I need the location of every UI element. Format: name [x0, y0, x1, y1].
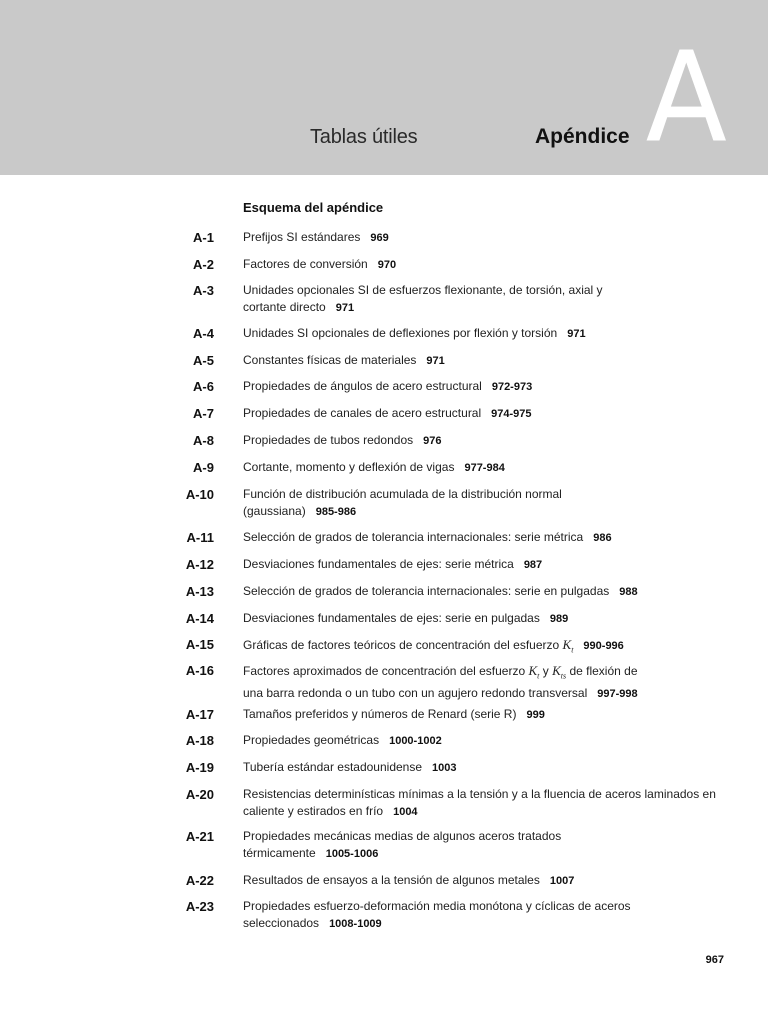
entry-description: [243, 378, 728, 396]
entry-pages: 977-984: [464, 462, 505, 474]
entry-pages: 971: [426, 355, 445, 367]
entry-description: [243, 662, 728, 703]
entry-description-line: y: [542, 664, 549, 678]
entry-code: A-5: [193, 353, 214, 368]
entry-description-line: Desviaciones fundamentales de ejes: serie métrica: [243, 557, 514, 571]
entry-code: A-21: [185, 829, 214, 844]
entry-description: [243, 459, 728, 477]
entry-description-line: Propiedades de tubos redondos: [243, 433, 414, 447]
entry-description-line: Gráficas de factores teóricos de concentración del esfuerzo: [243, 638, 560, 652]
entry-description-line: cortante directo: [243, 300, 326, 314]
entry-pages: 997-998: [597, 687, 638, 700]
entry-code: A-22: [185, 873, 214, 888]
page-number: 967: [705, 954, 724, 966]
entry-pages: 987: [523, 559, 543, 571]
entry-description-line: térmicamente: [243, 846, 316, 860]
entry-description-line: Cortante, momento y deflexión de vigas: [243, 460, 455, 474]
entry-pages: 970: [377, 259, 397, 271]
entry-pages: 971: [567, 328, 586, 340]
entry-description: [243, 486, 728, 521]
entry-description-line: Constantes físicas de materiales: [243, 353, 417, 367]
entry-description: [243, 732, 728, 750]
entry-code: A-11: [186, 530, 214, 545]
entry-code: A-19: [185, 760, 214, 775]
entry-description: [243, 352, 728, 370]
entry-code: A-6: [193, 379, 214, 394]
entry-description-line: Desviaciones fundamentales de ejes: serie en pulgadas: [243, 611, 540, 625]
entry-code: A-3: [193, 283, 214, 298]
entry-code: A-8: [193, 433, 214, 448]
entry-pages: 972-973: [491, 381, 533, 393]
entry-description: [243, 256, 728, 274]
entry-pages: 986: [593, 532, 612, 544]
entry-code: A-15: [185, 637, 214, 652]
entry-code: A-10: [185, 487, 214, 502]
entry-description-line: seleccionados: [243, 916, 320, 930]
entry-pages: 1004: [393, 806, 418, 818]
entry-pages: 985-986: [315, 506, 357, 518]
entry-description-line: Tubería estándar estadounidense: [243, 760, 423, 774]
stress-concentration-symbol: $K_t$: [562, 637, 574, 655]
entry-pages: 974-975: [491, 408, 532, 420]
stress-concentration-symbol: $K_t$: [528, 663, 540, 681]
entry-pages: 1000-1002: [389, 735, 442, 747]
appendix-letter: A: [646, 26, 727, 170]
entry-description: [243, 583, 728, 601]
entry-description-line: Propiedades de ángulos de acero estructural: [243, 379, 482, 393]
entry-description-line: Propiedades geométricas: [243, 733, 380, 747]
entry-description: [243, 325, 728, 343]
entry-description-line: Función de distribución acumulada de la distribución normal: [243, 487, 562, 501]
entry-description: [243, 898, 728, 933]
entry-description-line: Factores aproximados de concentración del esfuerzo: [243, 664, 526, 678]
outline-heading: Esquema del apéndice: [243, 200, 384, 215]
entry-description-line: Unidades opcionales SI de esfuerzos flexionante, de torsión, axial y: [243, 283, 603, 297]
entry-code: A-1: [193, 230, 214, 245]
entry-pages: 1003: [432, 762, 457, 774]
entry-description: [243, 282, 728, 317]
entry-description-line: Prefijos SI estándares: [243, 230, 361, 244]
entry-code: A-17: [185, 707, 214, 722]
entry-code: A-4: [193, 326, 214, 341]
entry-description: [243, 432, 728, 450]
entry-description-line: Selección de grados de tolerancia internacionales: serie métrica: [243, 530, 584, 544]
entry-code: A-13: [185, 584, 214, 599]
entry-description: [243, 786, 728, 821]
entry-description: [243, 529, 728, 547]
entry-description-line: Resultados de ensayos a la tensión de algunos metales: [243, 873, 540, 887]
entry-description-line: Tamaños preferidos y números de Renard (serie R): [243, 707, 517, 721]
entry-description: [243, 759, 728, 777]
entry-description-line: Propiedades mecánicas medias de algunos aceros tratados: [243, 829, 562, 843]
entry-description: [243, 706, 728, 724]
entry-description-line: Unidades SI opcionales de deflexiones por flexión y torsión: [243, 326, 558, 340]
entry-description-line: Propiedades esfuerzo-deformación media monótona y cíclicas de aceros: [243, 899, 631, 913]
entry-code: A-12: [185, 557, 214, 572]
entry-code: A-20: [185, 787, 214, 802]
entry-description-line: de flexión de: [569, 664, 638, 678]
chapter-subtitle: Tablas útiles: [310, 126, 418, 148]
entry-description: [243, 636, 728, 659]
entry-code: A-2: [193, 257, 214, 272]
entry-description: [243, 828, 728, 863]
entry-description: [243, 405, 728, 423]
entry-pages: 976: [423, 435, 442, 447]
entry-description: [243, 556, 728, 574]
entry-description-line: una barra redonda o un tubo con un agujero redondo transversal: [243, 685, 588, 700]
entry-pages: 1007: [549, 875, 575, 887]
entry-description: [243, 872, 728, 890]
entry-pages: 1005-1006: [325, 848, 379, 860]
entry-description-line: caliente y estirados en frío: [243, 804, 384, 818]
entry-description-line: Factores de conversión: [243, 257, 368, 271]
entry-pages: 989: [549, 613, 569, 625]
entry-pages: 988: [619, 586, 638, 598]
entry-description-line: Selección de grados de tolerancia internacionales: serie en pulgadas: [243, 584, 610, 598]
entry-description-line: (gaussiana): [243, 504, 306, 518]
entry-description-line: Resistencias determinísticas mínimas a la tensión y a la fluencia de aceros laminados en: [243, 787, 716, 801]
entry-code: A-18: [185, 733, 214, 748]
chapter-header-band: [0, 0, 768, 175]
entry-pages: 971: [335, 302, 355, 314]
entry-pages: 999: [526, 709, 545, 721]
shear-concentration-symbol: $K_{ts}$: [552, 663, 567, 681]
entry-description-line: Propiedades de canales de acero estructural: [243, 406, 482, 420]
chapter-title: Apéndice: [535, 125, 630, 148]
entry-description: [243, 229, 728, 247]
entry-code: A-16: [185, 663, 214, 678]
entry-pages: 1008-1009: [329, 918, 382, 930]
entry-pages: 990-996: [583, 640, 624, 652]
entry-description: [243, 610, 728, 628]
entry-code: A-23: [185, 899, 214, 914]
entry-code: A-7: [193, 406, 214, 421]
entry-code: A-14: [185, 611, 214, 626]
entry-code: A-9: [193, 460, 214, 475]
entry-pages: 969: [370, 232, 389, 244]
